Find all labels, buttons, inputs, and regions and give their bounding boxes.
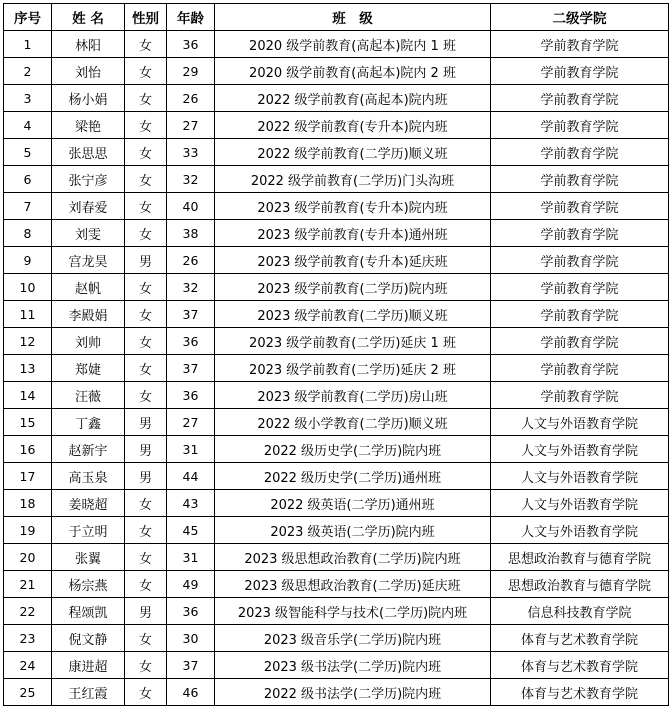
cell-index: 24 (4, 652, 52, 679)
cell-age: 26 (167, 85, 215, 112)
cell-class: 2022 级学前教育(二学历)顺义班 (215, 139, 491, 166)
cell-name: 梁艳 (52, 112, 125, 139)
cell-gender: 女 (125, 679, 167, 706)
table-row (4, 328, 669, 355)
cell-gender: 女 (125, 625, 167, 652)
cell-class: 2023 级学前教育(二学历)延庆 1 班 (215, 328, 491, 355)
cell-gender: 女 (125, 490, 167, 517)
cell-college: 人文与外语教育学院 (491, 517, 669, 544)
cell-age: 36 (167, 598, 215, 625)
cell-college: 学前教育学院 (491, 247, 669, 274)
cell-class: 2022 级历史学(二学历)院内班 (215, 436, 491, 463)
cell-college: 学前教育学院 (491, 85, 669, 112)
cell-age: 32 (167, 166, 215, 193)
cell-age: 30 (167, 625, 215, 652)
table-row (4, 571, 669, 598)
cell-college: 人文与外语教育学院 (491, 409, 669, 436)
cell-index: 10 (4, 274, 52, 301)
cell-name: 康进超 (52, 652, 125, 679)
cell-age: 49 (167, 571, 215, 598)
cell-name: 刘帅 (52, 328, 125, 355)
cell-gender: 女 (125, 544, 167, 571)
cell-class: 2022 级英语(二学历)通州班 (215, 490, 491, 517)
cell-gender: 男 (125, 598, 167, 625)
cell-age: 31 (167, 544, 215, 571)
cell-age: 37 (167, 652, 215, 679)
cell-age: 37 (167, 301, 215, 328)
cell-class: 2023 级智能科学与技术(二学历)院内班 (215, 598, 491, 625)
cell-class: 2023 级学前教育(二学历)顺义班 (215, 301, 491, 328)
cell-index: 18 (4, 490, 52, 517)
cell-college: 学前教育学院 (491, 193, 669, 220)
cell-gender: 女 (125, 274, 167, 301)
cell-gender: 男 (125, 463, 167, 490)
cell-index: 20 (4, 544, 52, 571)
cell-name: 郑婕 (52, 355, 125, 382)
cell-age: 43 (167, 490, 215, 517)
cell-index: 21 (4, 571, 52, 598)
cell-name: 杨小娟 (52, 85, 125, 112)
cell-gender: 女 (125, 652, 167, 679)
cell-name: 张翼 (52, 544, 125, 571)
cell-class: 2023 级学前教育(专升本)院内班 (215, 193, 491, 220)
cell-college: 人文与外语教育学院 (491, 490, 669, 517)
table-row (4, 598, 669, 625)
table-row (4, 193, 669, 220)
table-row (4, 247, 669, 274)
cell-age: 37 (167, 355, 215, 382)
cell-college: 体育与艺术教育学院 (491, 679, 669, 706)
cell-age: 38 (167, 220, 215, 247)
cell-name: 张思思 (52, 139, 125, 166)
cell-name: 林阳 (52, 31, 125, 58)
cell-gender: 女 (125, 517, 167, 544)
cell-name: 丁鑫 (52, 409, 125, 436)
table-row (4, 220, 669, 247)
cell-age: 44 (167, 463, 215, 490)
cell-name: 高玉泉 (52, 463, 125, 490)
cell-name: 倪文静 (52, 625, 125, 652)
cell-index: 9 (4, 247, 52, 274)
header-name: 姓 名 (52, 4, 125, 31)
cell-gender: 女 (125, 85, 167, 112)
cell-college: 体育与艺术教育学院 (491, 652, 669, 679)
cell-college: 学前教育学院 (491, 220, 669, 247)
table-row (4, 490, 669, 517)
cell-class: 2022 级学前教育(高起本)院内班 (215, 85, 491, 112)
student-table (3, 3, 669, 706)
cell-index: 11 (4, 301, 52, 328)
cell-class: 2023 级学前教育(二学历)延庆 2 班 (215, 355, 491, 382)
cell-gender: 女 (125, 355, 167, 382)
cell-gender: 女 (125, 193, 167, 220)
table-row (4, 517, 669, 544)
cell-college: 学前教育学院 (491, 166, 669, 193)
cell-gender: 女 (125, 139, 167, 166)
cell-age: 46 (167, 679, 215, 706)
table-row (4, 112, 669, 139)
cell-gender: 女 (125, 166, 167, 193)
table-row (4, 166, 669, 193)
cell-gender: 女 (125, 382, 167, 409)
cell-age: 29 (167, 58, 215, 85)
cell-class: 2020 级学前教育(高起本)院内 1 班 (215, 31, 491, 58)
cell-index: 12 (4, 328, 52, 355)
cell-college: 思想政治教育与德育学院 (491, 571, 669, 598)
table-header-row (4, 4, 669, 31)
cell-index: 4 (4, 112, 52, 139)
table-row (4, 652, 669, 679)
cell-name: 李殿娟 (52, 301, 125, 328)
cell-class: 2023 级书法学(二学历)院内班 (215, 652, 491, 679)
cell-age: 45 (167, 517, 215, 544)
cell-college: 思想政治教育与德育学院 (491, 544, 669, 571)
cell-name: 姜晓超 (52, 490, 125, 517)
cell-index: 15 (4, 409, 52, 436)
table-row (4, 301, 669, 328)
cell-name: 杨宗燕 (52, 571, 125, 598)
cell-name: 张宁彦 (52, 166, 125, 193)
cell-gender: 男 (125, 247, 167, 274)
table-row (4, 85, 669, 112)
cell-index: 14 (4, 382, 52, 409)
cell-index: 13 (4, 355, 52, 382)
cell-college: 学前教育学院 (491, 139, 669, 166)
header-gender: 性别 (125, 4, 167, 31)
cell-gender: 女 (125, 328, 167, 355)
cell-class: 2020 级学前教育(高起本)院内 2 班 (215, 58, 491, 85)
cell-age: 33 (167, 139, 215, 166)
cell-college: 人文与外语教育学院 (491, 463, 669, 490)
cell-age: 36 (167, 31, 215, 58)
cell-name: 宫龙昊 (52, 247, 125, 274)
cell-gender: 女 (125, 31, 167, 58)
cell-index: 23 (4, 625, 52, 652)
cell-gender: 女 (125, 571, 167, 598)
cell-name: 汪薇 (52, 382, 125, 409)
cell-index: 19 (4, 517, 52, 544)
table-row (4, 274, 669, 301)
cell-gender: 男 (125, 436, 167, 463)
cell-class: 2023 级学前教育(二学历)院内班 (215, 274, 491, 301)
header-age: 年龄 (167, 4, 215, 31)
cell-name: 刘雯 (52, 220, 125, 247)
cell-class: 2022 级小学教育(二学历)顺义班 (215, 409, 491, 436)
cell-name: 赵新宇 (52, 436, 125, 463)
cell-class: 2023 级音乐学(二学历)院内班 (215, 625, 491, 652)
cell-age: 31 (167, 436, 215, 463)
cell-name: 王红霞 (52, 679, 125, 706)
cell-gender: 女 (125, 58, 167, 85)
cell-index: 7 (4, 193, 52, 220)
header-index: 序号 (4, 4, 52, 31)
cell-class: 2022 级学前教育(二学历)门头沟班 (215, 166, 491, 193)
cell-class: 2023 级学前教育(二学历)房山班 (215, 382, 491, 409)
table-row (4, 463, 669, 490)
cell-class: 2022 级书法学(二学历)院内班 (215, 679, 491, 706)
cell-index: 25 (4, 679, 52, 706)
cell-college: 学前教育学院 (491, 382, 669, 409)
cell-name: 赵帆 (52, 274, 125, 301)
table-row (4, 58, 669, 85)
cell-class: 2023 级学前教育(专升本)延庆班 (215, 247, 491, 274)
cell-index: 1 (4, 31, 52, 58)
cell-gender: 女 (125, 112, 167, 139)
cell-name: 于立明 (52, 517, 125, 544)
cell-age: 32 (167, 274, 215, 301)
table-row (4, 436, 669, 463)
cell-name: 程颂凯 (52, 598, 125, 625)
cell-class: 2023 级思想政治教育(二学历)延庆班 (215, 571, 491, 598)
cell-college: 学前教育学院 (491, 31, 669, 58)
table-row (4, 382, 669, 409)
cell-class: 2023 级学前教育(专升本)通州班 (215, 220, 491, 247)
cell-index: 8 (4, 220, 52, 247)
cell-index: 6 (4, 166, 52, 193)
cell-college: 学前教育学院 (491, 112, 669, 139)
cell-college: 学前教育学院 (491, 274, 669, 301)
cell-gender: 女 (125, 301, 167, 328)
header-class: 班 级 (215, 4, 491, 31)
cell-class: 2022 级历史学(二学历)通州班 (215, 463, 491, 490)
cell-age: 36 (167, 328, 215, 355)
cell-index: 17 (4, 463, 52, 490)
cell-gender: 女 (125, 220, 167, 247)
cell-name: 刘怡 (52, 58, 125, 85)
cell-class: 2023 级英语(二学历)院内班 (215, 517, 491, 544)
cell-gender: 男 (125, 409, 167, 436)
cell-class: 2022 级学前教育(专升本)院内班 (215, 112, 491, 139)
cell-college: 体育与艺术教育学院 (491, 625, 669, 652)
table-row (4, 409, 669, 436)
table-row (4, 139, 669, 166)
cell-college: 学前教育学院 (491, 301, 669, 328)
cell-college: 信息科技教育学院 (491, 598, 669, 625)
cell-age: 27 (167, 409, 215, 436)
cell-college: 学前教育学院 (491, 58, 669, 85)
cell-age: 40 (167, 193, 215, 220)
cell-age: 26 (167, 247, 215, 274)
cell-index: 16 (4, 436, 52, 463)
table-row (4, 679, 669, 706)
cell-college: 人文与外语教育学院 (491, 436, 669, 463)
cell-name: 刘春爱 (52, 193, 125, 220)
cell-age: 27 (167, 112, 215, 139)
cell-index: 22 (4, 598, 52, 625)
cell-index: 3 (4, 85, 52, 112)
cell-class: 2023 级思想政治教育(二学历)院内班 (215, 544, 491, 571)
table-row (4, 355, 669, 382)
table-row (4, 544, 669, 571)
table-row (4, 625, 669, 652)
cell-college: 学前教育学院 (491, 355, 669, 382)
cell-index: 5 (4, 139, 52, 166)
cell-college: 学前教育学院 (491, 328, 669, 355)
table-row (4, 31, 669, 58)
cell-age: 36 (167, 382, 215, 409)
cell-index: 2 (4, 58, 52, 85)
header-college: 二级学院 (491, 4, 669, 31)
